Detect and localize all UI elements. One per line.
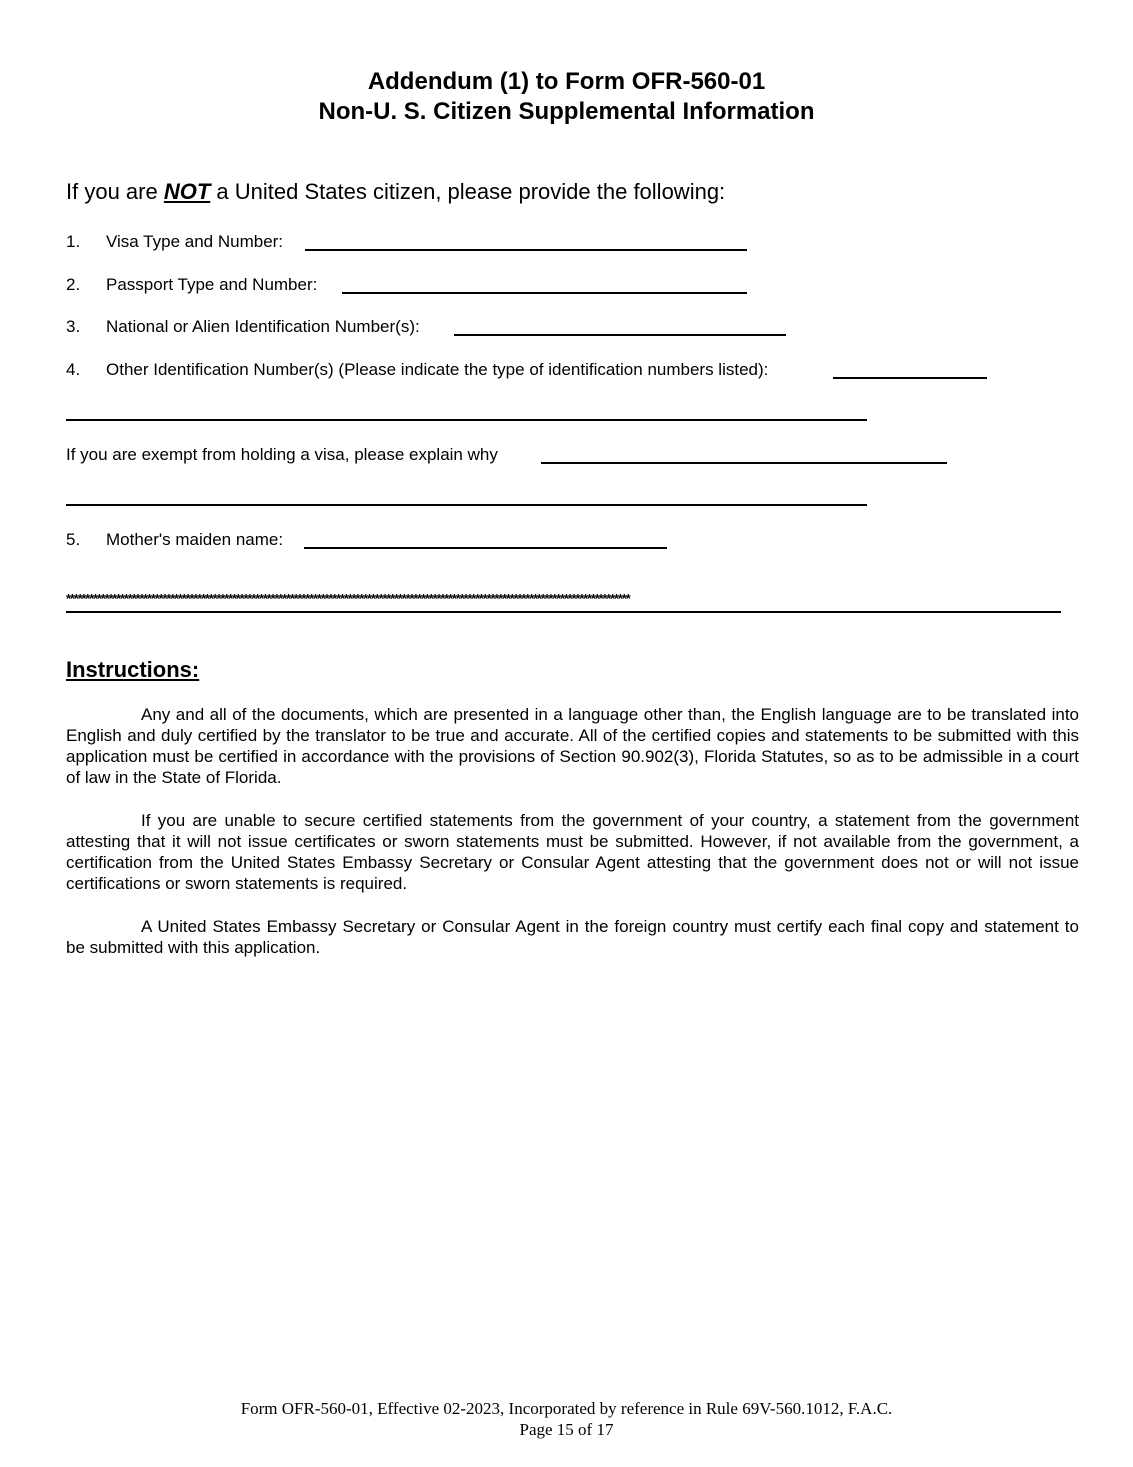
other-id-input-line[interactable] — [833, 377, 987, 379]
exempt-label: If you are exempt from holding a visa, please explain why — [66, 445, 498, 464]
form-subtitle: Non-U. S. Citizen Supplemental Information — [318, 98, 815, 125]
instructions-heading: Instructions: — [66, 657, 200, 682]
field-label: Passport Type and Number: — [106, 275, 318, 294]
instructions-paragraph: If you are unable to secure certified statements from the government of your country, a statement from the government attesting that it will not issue certificates or sworn statements must be submitted. However, if not available from the government, a certification from the United States Embassy Secretary or Consular Agent attesting that the government does not or will not issue certifications or sworn statements is required. — [66, 811, 1079, 893]
intro-emphasis: NOT — [163, 179, 211, 204]
field-number: 1. — [66, 232, 81, 251]
field-number: 5. — [66, 530, 81, 549]
other-id-input-line-2[interactable] — [66, 419, 867, 421]
field-number: 2. — [66, 275, 81, 294]
passport-input-line[interactable] — [342, 292, 747, 294]
field-number: 4. — [66, 360, 81, 379]
instructions-paragraph: A United States Embassy Secretary or Consular Agent in the foreign country must certify each final copy and statement to be submitted with this application. — [66, 917, 1079, 957]
exempt-input-line-2[interactable] — [66, 504, 867, 506]
intro-suffix: a United States citizen, please provide the following: — [216, 179, 726, 204]
instructions-paragraph: Any and all of the documents, which are presented in a language other than, the English language are to be translated into English and duly certified by the translator to be true and accurate. All of the certified copies and statements to be submitted with this application must be certified in accordance with the provisions of Section 90.902(3), Florida Statutes, so as to be admissible in a court of law in the State of Florida. — [66, 705, 1079, 787]
intro-prefix: If you are — [66, 179, 158, 204]
asterisk-separator: ************************************************************************************************************************************************** — [66, 591, 630, 606]
visa-input-line[interactable] — [305, 249, 747, 251]
maiden-name-input-line[interactable] — [304, 547, 667, 549]
field-label: National or Alien Identification Number(s): — [106, 317, 420, 336]
form-title: Addendum (1) to Form OFR-560-01 — [367, 68, 766, 95]
intro-text — [66, 178, 725, 206]
field-number: 3. — [66, 317, 81, 336]
field-label: Visa Type and Number: — [106, 232, 284, 251]
separator-rule — [66, 611, 1061, 613]
national-id-input-line[interactable] — [454, 334, 786, 336]
footer-page-number: Page 15 of 17 — [519, 1420, 614, 1439]
exempt-input-line[interactable] — [541, 462, 947, 464]
field-label: Other Identification Number(s) (Please indicate the type of identification numbers listed): — [106, 360, 769, 379]
footer-form-reference: Form OFR-560-01, Effective 02-2023, Incorporated by reference in Rule 69V-560.1012, F.A.C. — [240, 1399, 893, 1418]
field-label: Mother's maiden name: — [106, 530, 284, 549]
